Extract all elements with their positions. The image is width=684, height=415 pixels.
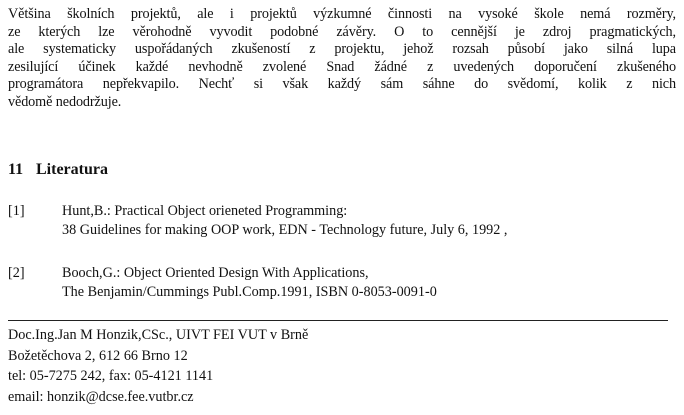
paragraph-line: vědomě nedodržuje. xyxy=(8,93,122,110)
reference-line: Hunt,B.: Practical Object orieneted Programming: xyxy=(62,203,348,219)
section-number: 11 xyxy=(8,161,24,178)
paragraph-line: Většina školních projektů, ale i projektů výzkumné činnosti na vysoké škole nemá rozměry, xyxy=(8,6,676,22)
body-paragraph xyxy=(8,6,676,112)
reference-text xyxy=(62,202,507,239)
author-footer xyxy=(8,325,308,407)
reference-marker: [1] xyxy=(8,203,25,219)
footer-divider xyxy=(8,320,668,321)
reference-line: The Benjamin/Cummings Publ.Comp.1991, ISBN 0-8053-0091-0 xyxy=(62,283,437,300)
paragraph-line: ale systematicky uspořádaných zkušeností z projektu, jehož rozsah působí jako silná lupa xyxy=(8,41,676,58)
reference-text xyxy=(62,264,437,301)
paragraph-line: zesilující účinek každé nevhodně zvolené Snad žádné z uvedených doporučení zkušeného xyxy=(8,58,676,75)
paragraph-line: ze kterých lze věrohodně vyvodit podobné závěry. O to cennější je zdroj pragmatických, xyxy=(8,23,676,40)
paragraph-line: programátora nepřekvapilo. Nechť si však každý sám sáhne do svědomí, kolik z nich xyxy=(8,76,676,93)
author-email: email: honzik@dcse.fee.vutbr.cz xyxy=(8,388,194,405)
reference-line: 38 Guidelines for making OOP work, EDN - Technology future, July 6, 1992 , xyxy=(62,221,508,238)
author-address: Božetěchova 2, 612 66 Brno 12 xyxy=(8,347,188,364)
section-heading xyxy=(8,160,108,180)
reference-marker: [2] xyxy=(8,265,25,281)
reference-line: Booch,G.: Object Oriented Design With Applications, xyxy=(62,265,369,281)
author-name: Doc.Ing.Jan M Honzik,CSc., UIVT FEI VUT v Brně xyxy=(8,327,309,343)
author-phone: tel: 05-7275 242, fax: 05-4121 1141 xyxy=(8,368,214,385)
section-title: Literatura xyxy=(36,161,108,178)
